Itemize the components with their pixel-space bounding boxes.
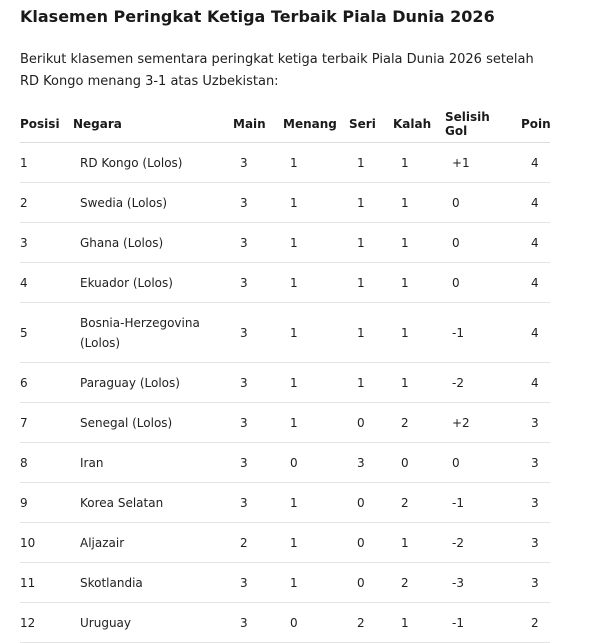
cell-selisih-gol: -2 bbox=[445, 523, 521, 563]
cell-main: 2 bbox=[233, 523, 283, 563]
cell-kalah: 1 bbox=[393, 183, 445, 223]
cell-poin: 4 bbox=[521, 143, 550, 183]
cell-kalah: 1 bbox=[393, 263, 445, 303]
header-negara: Negara bbox=[73, 106, 233, 143]
cell-selisih-gol: 0 bbox=[445, 223, 521, 263]
table-row bbox=[20, 403, 550, 443]
cell-posisi: 11 bbox=[20, 563, 73, 603]
cell-seri: 1 bbox=[349, 143, 393, 183]
cell-kalah: 1 bbox=[393, 603, 445, 643]
cell-main: 3 bbox=[233, 183, 283, 223]
cell-kalah: 1 bbox=[393, 363, 445, 403]
cell-seri: 1 bbox=[349, 183, 393, 223]
cell-poin: 3 bbox=[521, 483, 550, 523]
table-row bbox=[20, 143, 550, 183]
cell-negara: RD Kongo (Lolos) bbox=[73, 143, 233, 183]
cell-selisih-gol: -1 bbox=[445, 303, 521, 363]
cell-menang: 1 bbox=[283, 183, 349, 223]
cell-negara: Swedia (Lolos) bbox=[73, 183, 233, 223]
cell-posisi: 7 bbox=[20, 403, 73, 443]
cell-poin: 3 bbox=[521, 443, 550, 483]
cell-kalah: 2 bbox=[393, 403, 445, 443]
cell-poin: 3 bbox=[521, 403, 550, 443]
header-selisih-line2: Gol bbox=[445, 124, 468, 138]
cell-main: 3 bbox=[233, 603, 283, 643]
cell-kalah: 1 bbox=[393, 303, 445, 363]
cell-main: 3 bbox=[233, 443, 283, 483]
header-seri: Seri bbox=[349, 106, 393, 143]
cell-seri: 3 bbox=[349, 443, 393, 483]
cell-poin: 2 bbox=[521, 603, 550, 643]
cell-posisi: 1 bbox=[20, 143, 73, 183]
table-row bbox=[20, 223, 550, 263]
header-poin: Poin bbox=[521, 106, 550, 143]
cell-kalah: 2 bbox=[393, 483, 445, 523]
cell-seri: 0 bbox=[349, 483, 393, 523]
cell-menang: 1 bbox=[283, 523, 349, 563]
table-row bbox=[20, 563, 550, 603]
header-posisi: Posisi bbox=[20, 106, 73, 143]
cell-seri: 1 bbox=[349, 363, 393, 403]
cell-negara: Iran bbox=[73, 443, 233, 483]
cell-kalah: 1 bbox=[393, 143, 445, 183]
cell-poin: 4 bbox=[521, 183, 550, 223]
cell-kalah: 0 bbox=[393, 443, 445, 483]
cell-seri: 2 bbox=[349, 603, 393, 643]
cell-menang: 1 bbox=[283, 403, 349, 443]
cell-negara: Korea Selatan bbox=[73, 483, 233, 523]
cell-selisih-gol: -2 bbox=[445, 363, 521, 403]
cell-seri: 1 bbox=[349, 223, 393, 263]
intro-paragraph: Berikut klasemen sementara peringkat ketiga terbaik Piala Dunia 2026 setelah RD Kongo menang 3-1 atas Uzbekistan: bbox=[20, 52, 534, 89]
cell-posisi: 4 bbox=[20, 263, 73, 303]
cell-seri: 0 bbox=[349, 563, 393, 603]
header-main: Main bbox=[233, 106, 283, 143]
cell-selisih-gol: -1 bbox=[445, 603, 521, 643]
cell-menang: 0 bbox=[283, 443, 349, 483]
cell-posisi: 3 bbox=[20, 223, 73, 263]
cell-negara: Ekuador (Lolos) bbox=[73, 263, 233, 303]
cell-main: 3 bbox=[233, 143, 283, 183]
cell-main: 3 bbox=[233, 263, 283, 303]
cell-selisih-gol: 0 bbox=[445, 443, 521, 483]
header-menang: Menang bbox=[283, 106, 349, 143]
cell-menang: 1 bbox=[283, 483, 349, 523]
table-row bbox=[20, 263, 550, 303]
cell-negara: Skotlandia bbox=[73, 563, 233, 603]
cell-selisih-gol: 0 bbox=[445, 263, 521, 303]
cell-negara: Senegal (Lolos) bbox=[73, 403, 233, 443]
table-body bbox=[20, 143, 550, 643]
cell-main: 3 bbox=[233, 363, 283, 403]
cell-seri: 1 bbox=[349, 303, 393, 363]
cell-kalah: 1 bbox=[393, 523, 445, 563]
cell-menang: 1 bbox=[283, 363, 349, 403]
cell-poin: 4 bbox=[521, 263, 550, 303]
cell-main: 3 bbox=[233, 563, 283, 603]
cell-negara: Aljazair bbox=[73, 523, 233, 563]
cell-main: 3 bbox=[233, 483, 283, 523]
cell-seri: 0 bbox=[349, 403, 393, 443]
cell-posisi: 12 bbox=[20, 603, 73, 643]
cell-main: 3 bbox=[233, 303, 283, 363]
cell-selisih-gol: 0 bbox=[445, 183, 521, 223]
article-content bbox=[20, 0, 590, 630]
header-selisih-gol bbox=[445, 106, 521, 143]
cell-selisih-gol: +1 bbox=[445, 143, 521, 183]
page-title: Klasemen Peringkat Ketiga Terbaik Piala Dunia 2026 bbox=[20, 7, 495, 26]
cell-main: 3 bbox=[233, 403, 283, 443]
cell-selisih-gol: -3 bbox=[445, 563, 521, 603]
cell-poin: 4 bbox=[521, 363, 550, 403]
table-row bbox=[20, 363, 550, 403]
cell-posisi: 2 bbox=[20, 183, 73, 223]
cell-menang: 1 bbox=[283, 563, 349, 603]
cell-seri: 1 bbox=[349, 263, 393, 303]
cell-kalah: 1 bbox=[393, 223, 445, 263]
cell-posisi: 10 bbox=[20, 523, 73, 563]
header-kalah: Kalah bbox=[393, 106, 445, 143]
cell-poin: 4 bbox=[521, 303, 550, 363]
cell-posisi: 9 bbox=[20, 483, 73, 523]
cell-negara: Paraguay (Lolos) bbox=[73, 363, 233, 403]
table-row bbox=[20, 303, 550, 363]
cell-posisi: 5 bbox=[20, 303, 73, 363]
cell-negara: Uruguay bbox=[73, 603, 233, 643]
cell-negara: Bosnia-Herzegovina (Lolos) bbox=[73, 303, 233, 363]
cell-selisih-gol: -1 bbox=[445, 483, 521, 523]
cell-posisi: 6 bbox=[20, 363, 73, 403]
cell-poin: 3 bbox=[521, 563, 550, 603]
cell-poin: 3 bbox=[521, 523, 550, 563]
table-row bbox=[20, 443, 550, 483]
cell-poin: 4 bbox=[521, 223, 550, 263]
table-row bbox=[20, 523, 550, 563]
table-row bbox=[20, 183, 550, 223]
cell-menang: 1 bbox=[283, 263, 349, 303]
cell-menang: 1 bbox=[283, 223, 349, 263]
cell-posisi: 8 bbox=[20, 443, 73, 483]
table-row bbox=[20, 483, 550, 523]
cell-main: 3 bbox=[233, 223, 283, 263]
cell-menang: 1 bbox=[283, 303, 349, 363]
cell-seri: 0 bbox=[349, 523, 393, 563]
header-selisih-line1: Selisih bbox=[445, 110, 490, 124]
cell-menang: 0 bbox=[283, 603, 349, 643]
standings-table bbox=[20, 106, 550, 643]
cell-kalah: 2 bbox=[393, 563, 445, 603]
cell-menang: 1 bbox=[283, 143, 349, 183]
table-header-row bbox=[20, 106, 550, 143]
cell-negara: Ghana (Lolos) bbox=[73, 223, 233, 263]
table-row bbox=[20, 603, 550, 643]
cell-selisih-gol: +2 bbox=[445, 403, 521, 443]
